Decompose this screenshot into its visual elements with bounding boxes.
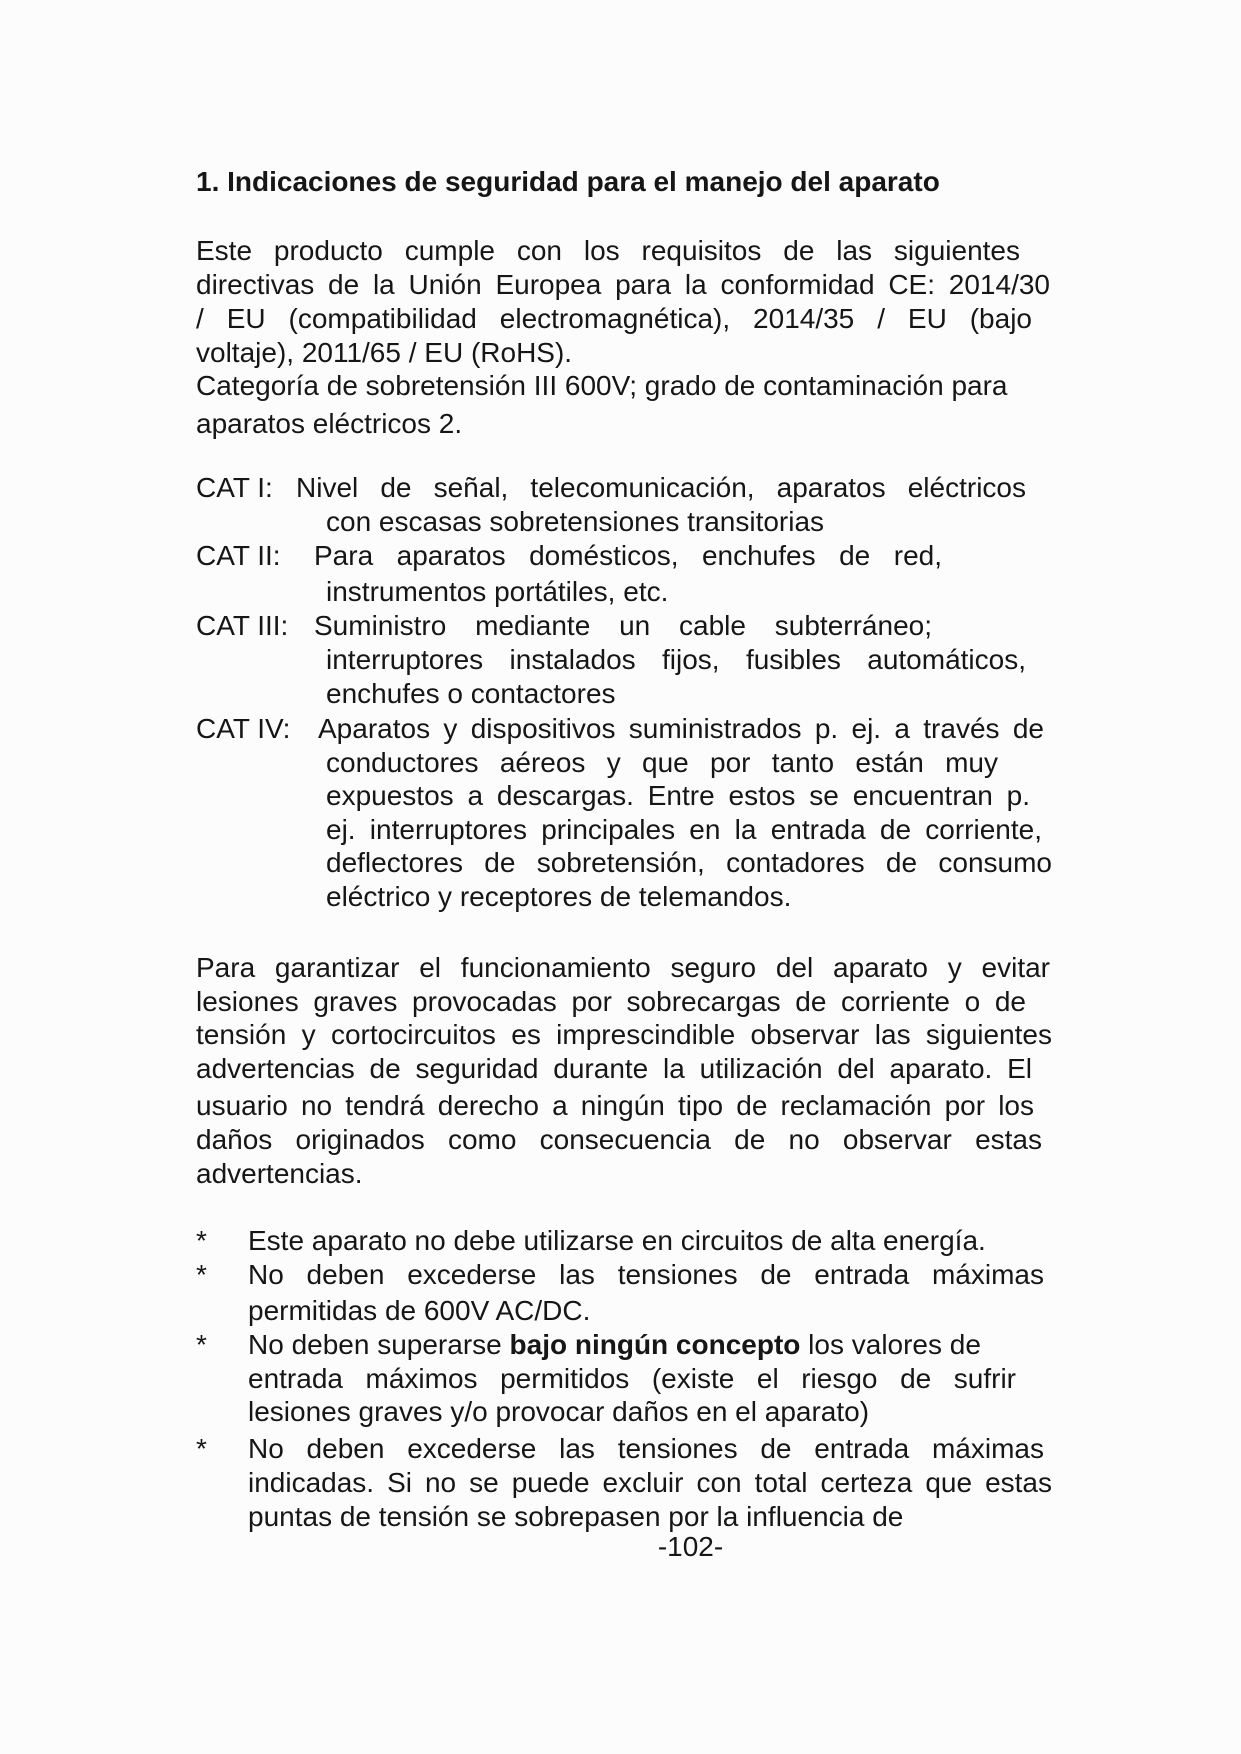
cat-4-label: CAT IV:: [196, 713, 291, 744]
bullet-text: No deben excederse las tensiones de entrada máximas: [248, 1433, 1044, 1464]
bullet-asterisk: *: [196, 1225, 207, 1256]
bullet-text: entrada máximos permitidos (existe el riesgo de sufrir: [248, 1363, 1016, 1394]
intro-line: directivas de la Unión Europea para la conformidad CE: 2014/30: [196, 269, 1050, 300]
cat-1-label: CAT I:: [196, 472, 273, 503]
bullet-text-post: los valores de: [800, 1329, 981, 1360]
intro-line: / EU (compatibilidad electromagnética), 2014/35 / EU (bajo: [196, 303, 1032, 334]
bullet-text: indicadas. Si no se puede excluir con total certeza que estas: [248, 1467, 1052, 1498]
cat-4-text: deflectores de sobretensión, contadores de consumo: [326, 847, 1052, 878]
cat-4-text: conductores aéreos y que por tanto están muy: [326, 747, 998, 778]
warning-line: lesiones graves provocadas por sobrecargas de corriente o de: [196, 986, 1026, 1017]
bullet-text: lesiones graves y/o provocar daños en el aparato): [248, 1396, 870, 1427]
cat-1-text: con escasas sobretensiones transitorias: [326, 506, 825, 537]
cat-1-text: Nivel de señal, telecomunicación, aparatos eléctricos: [296, 472, 1026, 503]
bullet-asterisk: *: [196, 1329, 207, 1360]
warning-line: daños originados como consecuencia de no observar estas: [196, 1124, 1042, 1155]
intro-line: aparatos eléctricos 2.: [196, 408, 463, 439]
intro-line: Categoría de sobretensión III 600V; grado de contaminación para: [196, 370, 1008, 401]
bullet-text: Este aparato no debe utilizarse en circuitos de alta energía.: [248, 1225, 986, 1256]
warning-line: advertencias de seguridad durante la utilización del aparato. El: [196, 1053, 1032, 1084]
section-title: 1. Indicaciones de seguridad para el manejo del aparato: [196, 166, 940, 197]
warning-line: Para garantizar el funcionamiento seguro del aparato y evitar: [196, 952, 1050, 983]
bullet-text-emphasis: bajo ningún concepto: [509, 1329, 801, 1360]
bullet-text: No deben excederse las tensiones de entrada máximas: [248, 1259, 1044, 1290]
cat-2-text: Para aparatos domésticos, enchufes de red,: [314, 540, 942, 571]
warning-line: usuario no tendrá derecho a ningún tipo de reclamación por los: [196, 1090, 1034, 1121]
intro-line: voltaje), 2011/65 / EU (RoHS).: [196, 337, 573, 368]
bullet-asterisk: *: [196, 1259, 207, 1290]
cat-2-text: instrumentos portátiles, etc.: [326, 576, 669, 607]
bullet-text: permitidas de 600V AC/DC.: [248, 1295, 591, 1326]
warning-line: tensión y cortocircuitos es imprescindible observar las siguientes: [196, 1019, 1052, 1050]
intro-line: Este producto cumple con los requisitos de las siguientes: [196, 235, 1020, 266]
cat-4-text: ej. interruptores principales en la entrada de corriente,: [326, 814, 1042, 845]
cat-2-label: CAT II:: [196, 540, 281, 571]
warning-line: advertencias.: [196, 1158, 363, 1189]
bullet-text: [248, 1328, 981, 1362]
cat-4-text: eléctrico y receptores de telemandos.: [326, 881, 792, 912]
cat-4-text: expuestos a descargas. Entre estos se encuentran p.: [326, 780, 1030, 811]
cat-3-text: interruptores instalados fijos, fusibles automáticos,: [326, 644, 1026, 675]
cat-3-label: CAT III:: [196, 610, 289, 641]
cat-3-text: Suministro mediante un cable subterráneo;: [314, 610, 932, 641]
bullet-text: puntas de tensión se sobrepasen por la influencia de: [248, 1501, 904, 1532]
bullet-asterisk: *: [196, 1433, 207, 1464]
cat-4-text: Aparatos y dispositivos suministrados p. ej. a través de: [318, 713, 1044, 744]
bullet-text-pre: No deben superarse: [248, 1329, 510, 1360]
page-number: -102-: [657, 1531, 724, 1562]
cat-3-text: enchufes o contactores: [326, 678, 616, 709]
